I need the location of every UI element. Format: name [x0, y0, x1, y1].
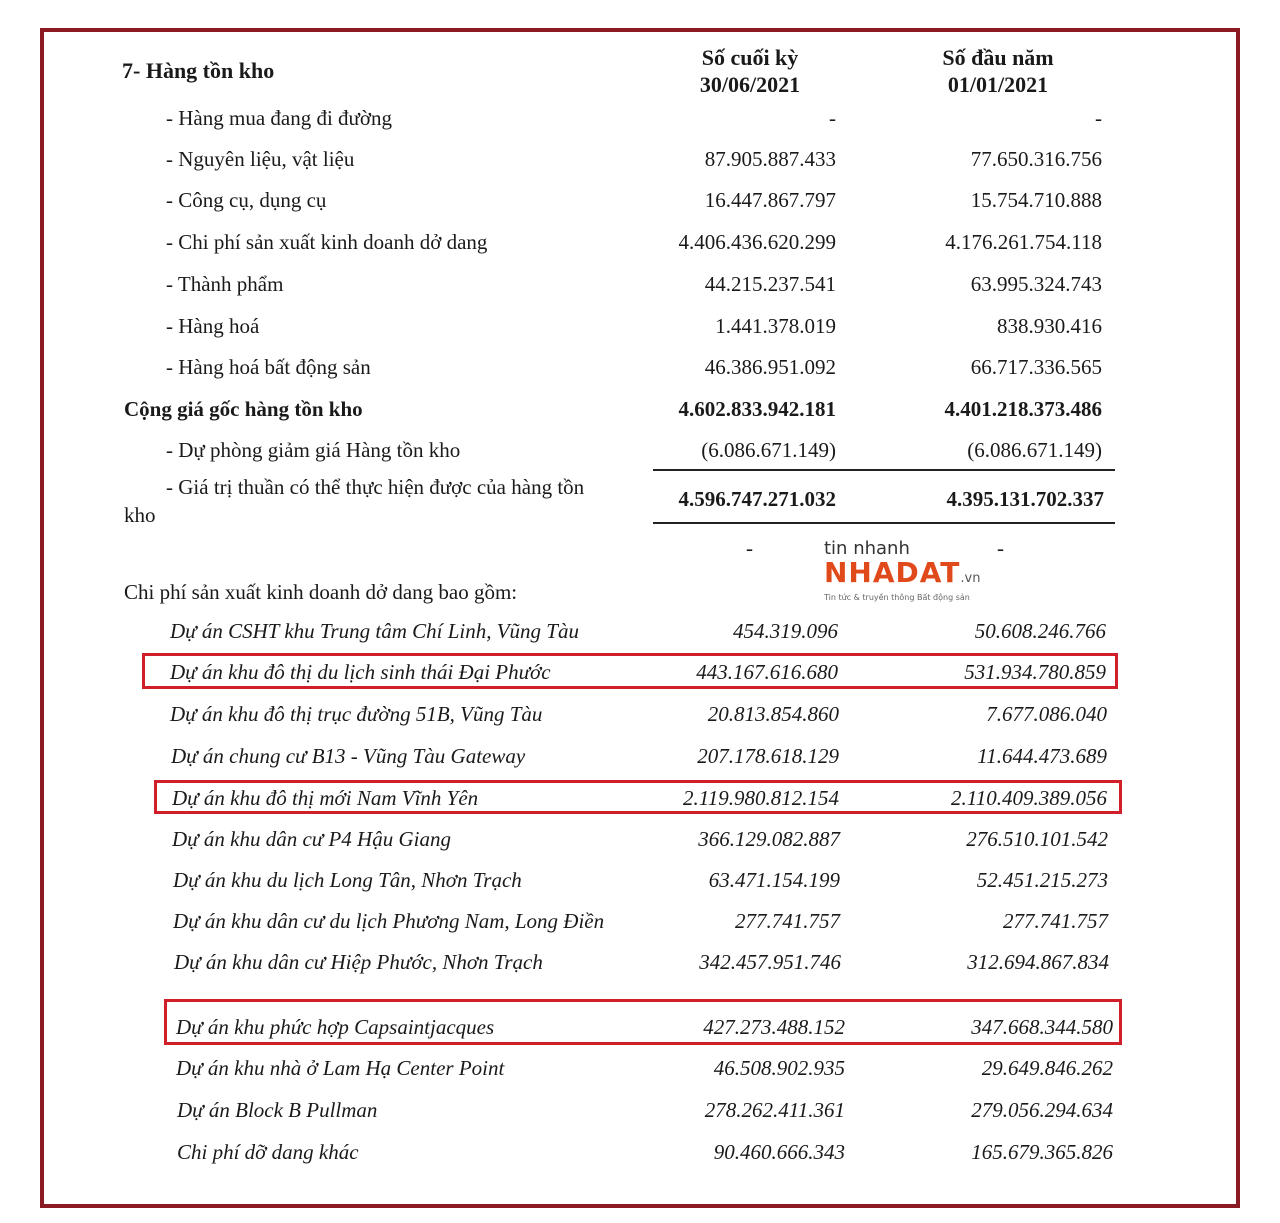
project-value-end: 90.460.666.343 [713, 1140, 845, 1164]
provision-row [0, 438, 1280, 470]
project-value-start: 50.608.246.766 [974, 619, 1106, 643]
project-value-start: 531.934.780.859 [964, 660, 1106, 684]
divider-top [653, 469, 1115, 471]
row-value-start: - [1095, 106, 1102, 130]
project-row [0, 1140, 1280, 1172]
project-value-start: 347.668.344.580 [971, 1015, 1113, 1039]
project-label: Dự án CSHT khu Trung tâm Chí Linh, Vũng Tàu [170, 619, 579, 643]
total-cost-row [0, 397, 1280, 429]
project-value-start: 277.741.757 [1003, 909, 1108, 933]
row-value-end: 4.406.436.620.299 [678, 230, 836, 254]
section-title: 7- Hàng tồn kho [122, 58, 275, 83]
column-header-start-year-date: 01/01/2021 [947, 72, 1049, 97]
project-value-end: 454.319.096 [733, 619, 838, 643]
total-cost-value-end: 4.602.833.942.181 [678, 397, 836, 421]
project-row [0, 744, 1280, 776]
project-value-end: 366.129.082.887 [698, 827, 840, 851]
net-value-end: 4.596.747.271.032 [678, 487, 836, 511]
column-header-start-year [908, 44, 1088, 98]
project-label: Dự án khu dân cư P4 Hậu Giang [172, 827, 451, 851]
total-cost-label: Cộng giá gốc hàng tồn kho [124, 397, 363, 421]
project-row [0, 827, 1280, 859]
column-header-start-year-label: Số đầu năm [942, 45, 1054, 70]
row-value-end: 44.215.237.541 [704, 272, 836, 296]
row-label: - Chi phí sản xuất kinh doanh dở dang [166, 230, 488, 254]
net-value-label-line2: kho [124, 503, 156, 527]
project-value-end: 278.262.411.361 [704, 1098, 845, 1122]
row-value-start: 4.176.261.754.118 [945, 230, 1102, 254]
wip-title: Chi phí sản xuất kinh doanh dở dang bao gồm: [124, 580, 518, 604]
project-row [0, 868, 1280, 900]
row-value-start: 77.650.316.756 [970, 147, 1102, 171]
project-row [0, 619, 1280, 651]
project-value-start: 2.110.409.389.056 [951, 786, 1107, 810]
watermark-brand-wrap [824, 556, 981, 593]
project-value-end: 207.178.618.129 [697, 744, 839, 768]
project-value-start: 279.056.294.634 [971, 1098, 1113, 1122]
project-row [0, 786, 1280, 818]
project-label: Dự án khu nhà ở Lam Hạ Center Point [176, 1056, 505, 1080]
row-label: - Hàng mua đang đi đường [166, 106, 393, 130]
project-value-start: 11.644.473.689 [977, 744, 1107, 768]
project-value-start: 29.649.846.262 [981, 1056, 1113, 1080]
project-label: Dự án chung cư B13 - Vũng Tàu Gateway [171, 744, 526, 768]
project-value-end: 427.273.488.152 [703, 1015, 845, 1039]
watermark-logo [824, 538, 980, 602]
project-label: Dự án Block B Pullman [177, 1098, 378, 1122]
inventory-row [0, 314, 1280, 346]
inventory-row [0, 188, 1280, 220]
project-row [0, 909, 1280, 941]
inventory-row [0, 355, 1280, 387]
inventory-row [0, 230, 1280, 262]
project-row [0, 950, 1280, 982]
project-value-start: 276.510.101.542 [966, 827, 1108, 851]
project-label: Dự án khu dân cư du lịch Phương Nam, Long Điền [173, 909, 605, 933]
project-value-start: 312.694.867.834 [967, 950, 1109, 974]
provision-label: - Dự phòng giảm giá Hàng tồn kho [166, 438, 461, 462]
provision-value-start: (6.086.671.149) [967, 438, 1102, 462]
row-value-end: - [829, 106, 836, 130]
project-value-end: 2.119.980.812.154 [683, 786, 839, 810]
project-label: Chi phí dỡ dang khác [177, 1140, 359, 1164]
project-row [0, 660, 1280, 692]
watermark-tagline: Tin tức & truyền thông Bất động sản [824, 593, 970, 602]
project-row [0, 702, 1280, 734]
project-label: Dự án khu du lịch Long Tân, Nhơn Trạch [173, 868, 522, 892]
dash-start: - [997, 536, 1004, 560]
row-value-end: 16.447.867.797 [704, 188, 836, 212]
project-label: Dự án khu phức hợp Capsaintjacques [176, 1015, 495, 1039]
watermark-brand: NHADAT [824, 556, 961, 589]
column-header-end-period [660, 44, 840, 98]
project-label: Dự án khu đô thị du lịch sinh thái Đại Phước [170, 660, 551, 684]
project-row [0, 1098, 1280, 1130]
inventory-row [0, 147, 1280, 179]
row-label: - Công cụ, dụng cụ [166, 188, 327, 212]
column-header-end-period-date: 30/06/2021 [699, 72, 801, 97]
row-label: - Hàng hoá bất động sản [166, 355, 371, 379]
net-value-label-line1: - Giá trị thuần có thể thực hiện được của hàng tồn [166, 475, 585, 499]
project-label: Dự án khu đô thị trục đường 51B, Vũng Tàu [170, 702, 543, 726]
inventory-row [0, 272, 1280, 304]
project-value-end: 443.167.616.680 [696, 660, 838, 684]
row-value-start: 15.754.710.888 [970, 188, 1102, 212]
row-label: - Hàng hoá [166, 314, 260, 338]
row-value-start: 63.995.324.743 [970, 272, 1102, 296]
row-value-end: 1.441.378.019 [715, 314, 836, 338]
project-label: Dự án khu đô thị mới Nam Vĩnh Yên [172, 786, 479, 810]
provision-value-end: (6.086.671.149) [701, 438, 836, 462]
column-header-end-period-label: Số cuối kỳ [701, 45, 799, 70]
row-value-end: 87.905.887.433 [704, 147, 836, 171]
row-value-start: 66.717.336.565 [970, 355, 1102, 379]
row-value-start: 838.930.416 [997, 314, 1102, 338]
project-row [0, 1056, 1280, 1088]
project-row [0, 1015, 1280, 1047]
divider-bottom [653, 522, 1115, 524]
watermark-line1: tin nhanh [824, 538, 910, 559]
project-value-end: 342.457.951.746 [699, 950, 841, 974]
row-label: - Nguyên liệu, vật liệu [166, 147, 355, 171]
total-cost-value-start: 4.401.218.373.486 [944, 397, 1102, 421]
project-value-start: 7.677.086.040 [986, 702, 1107, 726]
row-label: - Thành phẩm [166, 272, 284, 296]
project-value-start: 52.451.215.273 [976, 868, 1108, 892]
project-value-end: 20.813.854.860 [707, 702, 839, 726]
project-value-end: 63.471.154.199 [708, 868, 840, 892]
inventory-row [0, 106, 1280, 138]
row-value-end: 46.386.951.092 [704, 355, 836, 379]
dash-end: - [746, 536, 753, 560]
project-value-end: 46.508.902.935 [713, 1056, 845, 1080]
project-value-end: 277.741.757 [735, 909, 840, 933]
net-value-start: 4.395.131.702.337 [946, 487, 1104, 511]
project-value-start: 165.679.365.826 [971, 1140, 1113, 1164]
watermark-suffix: .vn [960, 571, 981, 586]
project-label: Dự án khu dân cư Hiệp Phước, Nhơn Trạch [174, 950, 543, 974]
